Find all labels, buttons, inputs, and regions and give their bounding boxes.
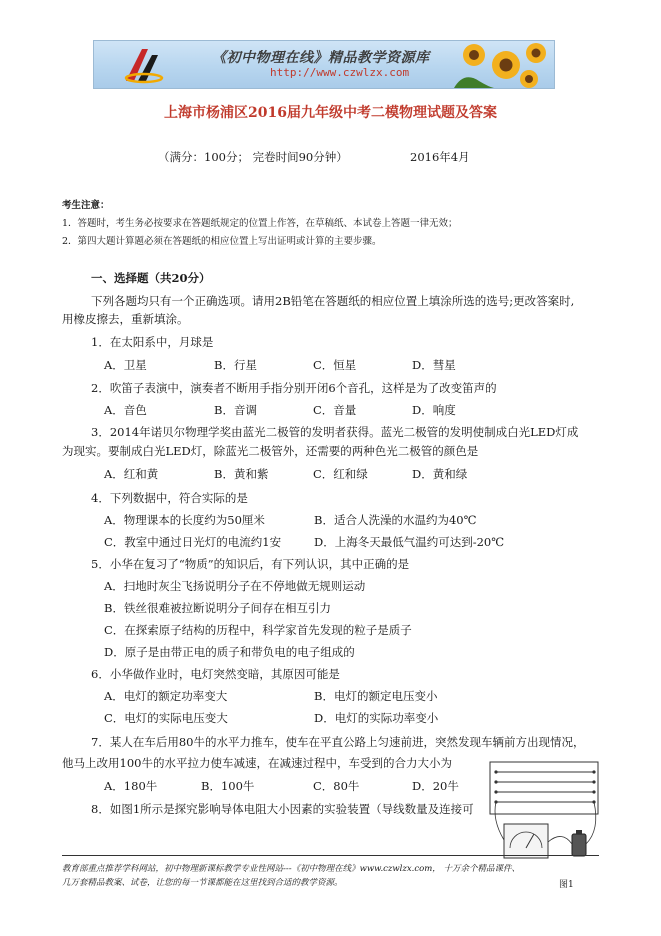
document-title: 上海市杨浦区2016届九年级中考二模物理试题及答案: [164, 105, 497, 121]
header-banner: [93, 40, 555, 89]
option: D．电灯的实际功率变小: [314, 711, 439, 725]
exam-date: 2016年4月: [410, 150, 470, 164]
option: A．180牛: [104, 779, 158, 793]
option: C．恒星: [313, 358, 357, 372]
question-stem: 8．如图1所示是探究影响导体电阻大小因素的实验装置（导线数量及连接可: [91, 802, 474, 816]
question-stem: 7．某人在车后用80牛的水平力推车，使车在平直公路上匀速前进，突然发现车辆前方出现情况，: [91, 735, 585, 749]
site-logo-icon: [122, 45, 164, 85]
option: C．在探索原子结构的历程中，科学家首先发现的粒子是质子: [104, 623, 412, 637]
option: C．教室中通过日光灯的电流约1安: [104, 535, 282, 549]
banner-url[interactable]: http://www.czwlzx.com: [270, 66, 410, 79]
figure-1-apparatus-icon: [488, 760, 608, 870]
figure-1-label: 图1: [559, 880, 574, 890]
option: A．音色: [104, 403, 147, 417]
question-stem: 1．在太阳系中，月球是: [91, 335, 214, 349]
option: D．20牛: [412, 779, 459, 793]
option: A．扫地时灰尘飞扬说明分子在不停地做无规则运动: [104, 579, 366, 593]
question-stem: 3．2014年诺贝尔物理学奖由蓝光二极管的发明者获得。蓝光二极管的发明使制成白光LED灯成: [91, 425, 579, 439]
option: D．彗星: [412, 358, 456, 372]
question-stem: 4．下列数据中，符合实际的是: [91, 491, 248, 505]
option: A．卫星: [104, 358, 147, 372]
option: B．音调: [214, 403, 257, 417]
question-stem: 2．吹笛子表演中，演奏者不断用手指分别开闭6个音孔，这样是为了改变笛声的: [91, 381, 497, 395]
notice-item: 2．第四大题计算题必须在答题纸的相应位置上写出证明或计算的主要步骤。: [62, 236, 382, 247]
option: C．音量: [313, 403, 357, 417]
option: B．铁丝很难被拉断说明分子间存在相互引力: [104, 601, 331, 615]
option: D．响度: [412, 403, 456, 417]
option: C．红和绿: [313, 467, 368, 481]
notice-item: 1．答题时，考生务必按要求在答题纸规定的位置上作答，在草稿纸、本试卷上答题一律无效；: [62, 218, 458, 229]
section-heading: 一、选择题（共20分）: [91, 271, 211, 285]
option: B．行星: [214, 358, 257, 372]
option: A．红和黄: [104, 467, 159, 481]
option: B．100牛: [201, 779, 255, 793]
option: B．黄和紫: [214, 467, 269, 481]
option: B．适合人洗澡的水温约为40℃: [314, 513, 477, 527]
banner-title: 《初中物理在线》精品教学资源库: [212, 50, 430, 66]
question-stem: 5．小华在复习了“物质”的知识后，有下列认识，其中正确的是: [91, 557, 410, 571]
option: D．上海冬天最低气温约可达到-20℃: [314, 535, 505, 549]
question-stem: 6．小华做作业时，电灯突然变暗，其原因可能是: [91, 667, 340, 681]
footer-divider: [62, 855, 599, 856]
option: D．黄和绿: [412, 467, 468, 481]
sunflower-decoration-icon: [444, 41, 554, 88]
footer-text: 几万套精品教案、试卷，让您的每一节课都能在这里找到合适的教学资源。: [62, 878, 343, 888]
section-instructions: 用橡皮擦去，重新填涂。: [62, 312, 189, 326]
option: D．原子是由带正电的质子和带负电的电子组成的: [104, 645, 355, 659]
option: A．物理课本的长度约为50厘米: [104, 513, 265, 527]
option: C．80牛: [313, 779, 360, 793]
footer-text: 教育部重点推荐学科网站，初中物理新课标教学专业性网站---《初中物理在线》www.czwlzx.com， 十万余个精品课件、: [62, 864, 520, 874]
option: A．电灯的额定功率变大: [104, 689, 228, 703]
question-stem: 为现实。要制成白光LED灯，除蓝光二极管外，还需要的两种色光二极管的颜色是: [62, 444, 479, 458]
option: B．电灯的额定电压变小: [314, 689, 438, 703]
score-time-info: （满分：100分； 完卷时间90分钟）: [158, 150, 348, 164]
option: C．电灯的实际电压变大: [104, 711, 228, 725]
question-stem: 他马上改用100牛的水平拉力使车减速，在减速过程中，车受到的合力大小为: [62, 756, 452, 770]
notice-heading: 考生注意：: [62, 200, 110, 211]
section-instructions: 下列各题均只有一个正确选项。请用2B铅笔在答题纸的相应位置上填涂所选的选号;更改答案时,: [91, 294, 575, 308]
